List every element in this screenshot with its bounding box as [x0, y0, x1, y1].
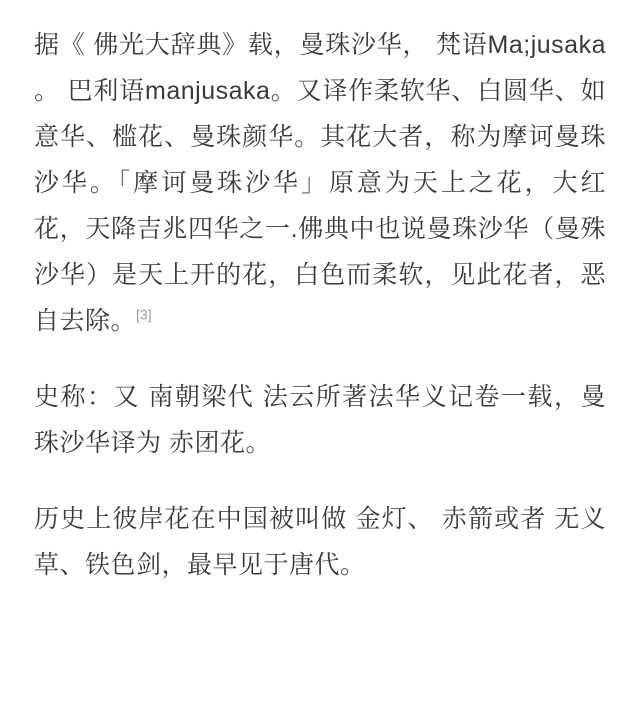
paragraph-1 [34, 22, 606, 344]
paragraph-1-text: 据《 佛光大辞典》载，曼珠沙华， 梵语Ma;jusaka 。 巴利语manjusaka。又译作柔软华、白圆华、如意华、槛花、曼珠颜华。其花大者，称为摩诃曼珠沙华。「摩诃曼珠沙华」原意为天上之花，大红花，天降吉兆四华之一.佛典中也说曼珠沙华（曼殊沙华）是天上开的花，白色而柔软，见此花者，恶自去除。 [34, 31, 606, 335]
citation-reference-3[interactable]: [3] [136, 306, 152, 323]
paragraph-3 [34, 496, 606, 588]
paragraph-2 [34, 374, 606, 466]
paragraph-3-text: 历史上彼岸花在中国被叫做 金灯、 赤箭或者 无义草、铁色剑，最早见于唐代。 [34, 505, 606, 579]
paragraph-2-text: 史称：又 南朝梁代 法云所著法华义记卷一载，曼珠沙华译为 赤团花。 [34, 383, 606, 457]
